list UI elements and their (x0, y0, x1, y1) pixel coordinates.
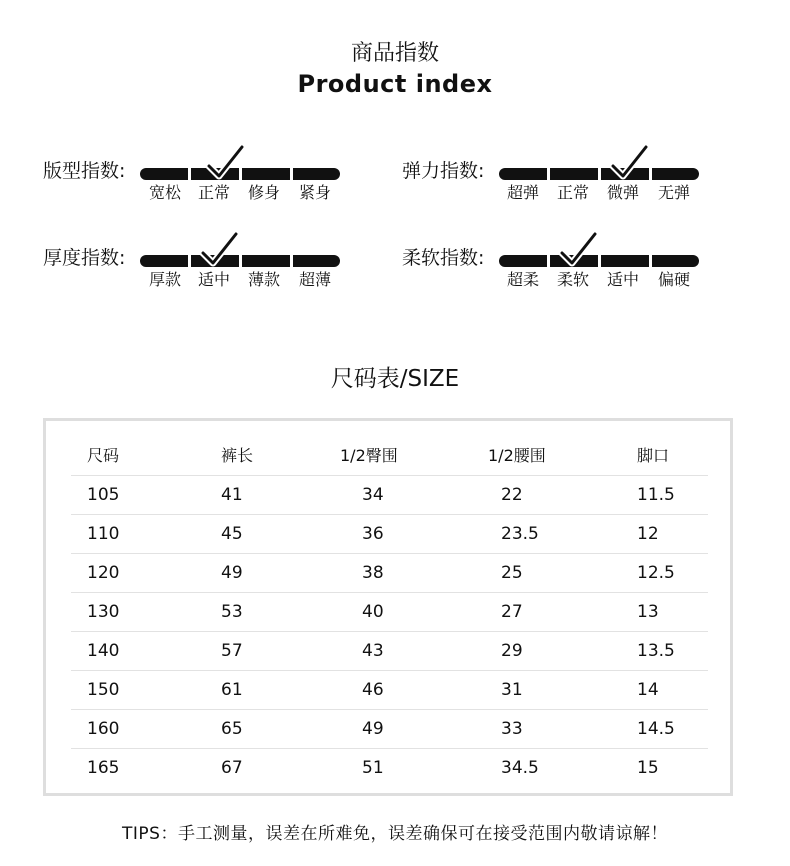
table-row (71, 632, 708, 671)
page-title-en: Product index (297, 70, 493, 98)
index-bar (140, 168, 340, 180)
checkmark-icon (610, 144, 650, 180)
table-cell: 27 (501, 602, 523, 622)
index-option: 超柔 (506, 270, 539, 289)
index-option: 正常 (556, 183, 589, 202)
index-option: 正常 (197, 183, 230, 202)
index-fit (43, 156, 363, 216)
table-cell: 12.5 (637, 563, 675, 583)
table-cell: 22 (501, 485, 523, 505)
bar-segment (652, 255, 699, 267)
table-cell: 110 (87, 524, 120, 544)
column-header: 尺码 (87, 446, 120, 465)
table-cell: 43 (362, 641, 384, 661)
table-cell: 49 (221, 563, 243, 583)
index-option: 厚款 (148, 270, 181, 289)
table-row (71, 515, 708, 554)
table-cell: 34.5 (501, 758, 539, 778)
table-cell: 41 (221, 485, 243, 505)
table-cell: 46 (362, 680, 384, 700)
table-row (71, 710, 708, 749)
table-cell: 29 (501, 641, 523, 661)
bar-segment (601, 255, 649, 267)
table-cell: 13.5 (637, 641, 675, 661)
index-label: 版型指数: (43, 160, 126, 182)
column-header: 1/2臀围 (340, 446, 398, 465)
index-option: 宽松 (148, 183, 181, 202)
bar-segment (293, 255, 340, 267)
table-cell: 65 (221, 719, 243, 739)
index-option: 无弹 (657, 183, 690, 202)
page-title-cn: 商品指数 (350, 41, 439, 66)
table-cell: 11.5 (637, 485, 675, 505)
index-elasticity (402, 156, 722, 216)
column-header: 裤长 (221, 446, 254, 465)
table-cell: 130 (87, 602, 120, 622)
index-softness (402, 243, 722, 303)
bar-segment (652, 168, 699, 180)
bar-segment (140, 255, 188, 267)
index-option: 薄款 (247, 270, 280, 289)
table-cell: 13 (637, 602, 659, 622)
bar-segment (140, 168, 188, 180)
bar-segment (242, 168, 290, 180)
table-cell: 53 (221, 602, 243, 622)
table-cell: 36 (362, 524, 384, 544)
table-cell: 51 (362, 758, 384, 778)
bar-segment (293, 168, 340, 180)
checkmark-icon (206, 144, 246, 180)
table-cell: 45 (221, 524, 243, 544)
table-cell: 31 (501, 680, 523, 700)
column-header: 1/2腰围 (488, 446, 546, 465)
index-label: 厚度指数: (43, 247, 126, 269)
size-chart-title: 尺码表/SIZE (330, 366, 460, 392)
checkmark-icon (559, 231, 599, 267)
index-option: 超弹 (506, 183, 539, 202)
index-label: 柔软指数: (402, 247, 485, 269)
index-option: 偏硬 (657, 270, 690, 289)
bar-segment (499, 255, 547, 267)
table-cell: 33 (501, 719, 523, 739)
bar-segment (499, 168, 547, 180)
table-cell: 120 (87, 563, 120, 583)
bar-segment (242, 255, 290, 267)
table-row (71, 749, 708, 787)
size-table (71, 437, 708, 787)
index-bar (499, 255, 699, 267)
size-table-box (43, 418, 733, 796)
index-option: 适中 (606, 270, 639, 289)
table-cell: 105 (87, 485, 120, 505)
table-cell: 49 (362, 719, 384, 739)
table-row (71, 554, 708, 593)
table-row (71, 593, 708, 632)
index-option: 柔软 (556, 270, 589, 289)
table-cell: 38 (362, 563, 384, 583)
index-thickness (43, 243, 363, 303)
table-cell: 57 (221, 641, 243, 661)
column-header: 脚口 (637, 446, 670, 465)
table-cell: 67 (221, 758, 243, 778)
index-option: 紧身 (298, 183, 331, 202)
index-option: 修身 (247, 183, 280, 202)
index-bar (140, 255, 340, 267)
table-cell: 25 (501, 563, 523, 583)
table-cell: 140 (87, 641, 120, 661)
table-cell: 34 (362, 485, 384, 505)
table-row (71, 671, 708, 710)
table-header-row (71, 437, 708, 476)
table-cell: 61 (221, 680, 243, 700)
table-cell: 15 (637, 758, 659, 778)
index-bar (499, 168, 699, 180)
table-cell: 14 (637, 680, 659, 700)
table-cell: 160 (87, 719, 120, 739)
bar-segment (550, 168, 598, 180)
table-cell: 14.5 (637, 719, 675, 739)
table-cell: 23.5 (501, 524, 539, 544)
tips-note: TIPS：手工测量，误差在所难免，误差确保可在接受范围内敬请谅解！ (122, 824, 668, 844)
index-label: 弹力指数: (402, 160, 485, 182)
table-cell: 165 (87, 758, 120, 778)
index-option: 超薄 (298, 270, 331, 289)
table-cell: 40 (362, 602, 384, 622)
table-row (71, 476, 708, 515)
checkmark-icon (200, 231, 240, 267)
table-cell: 150 (87, 680, 120, 700)
index-option: 适中 (197, 270, 230, 289)
table-cell: 12 (637, 524, 659, 544)
index-option: 微弹 (606, 183, 639, 202)
